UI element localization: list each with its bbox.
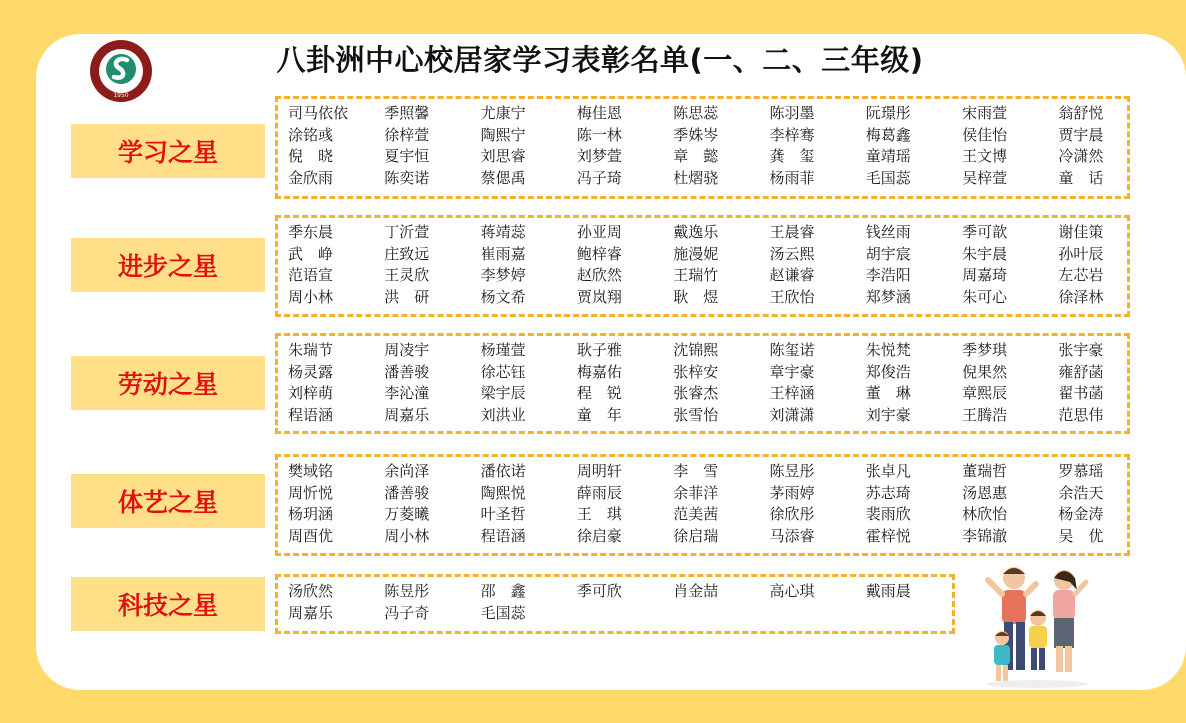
student-name: 朱可心 <box>962 287 1008 306</box>
student-name: 胡宇宸 <box>865 244 911 263</box>
student-name: 陈昱彤 <box>384 582 430 600</box>
student-name: 叶圣哲 <box>480 505 526 523</box>
student-name: 童 年 <box>576 405 622 424</box>
student-name: 丁沂萱 <box>384 223 430 241</box>
student-name: 梅嘉佑 <box>576 362 622 381</box>
student-name: 刘洪业 <box>480 405 526 424</box>
name-row <box>288 504 1117 526</box>
student-name: 周酉优 <box>288 526 334 545</box>
name-row <box>288 362 1117 384</box>
student-name: 章熙辰 <box>962 384 1008 402</box>
student-name: 王 琪 <box>576 505 622 523</box>
student-name: 范美茜 <box>673 505 719 523</box>
student-name: 郑梦涵 <box>865 287 911 306</box>
student-name: 季梦琪 <box>962 341 1008 359</box>
student-name: 周小林 <box>384 526 430 545</box>
student-name: 徐梓萱 <box>384 125 430 144</box>
student-name: 高心琪 <box>769 582 815 600</box>
page-title: 八卦洲中心校居家学习表彰名单(一、二、三年级) <box>276 43 924 77</box>
student-name: 万菱曦 <box>384 505 430 523</box>
student-name: 徐启豪 <box>576 526 622 545</box>
student-name: 林欣怡 <box>962 505 1008 523</box>
student-name: 肖金喆 <box>673 582 719 600</box>
student-name: 施漫妮 <box>673 244 719 263</box>
student-name: 夏宇恒 <box>384 147 430 165</box>
student-name: 王瑞竹 <box>673 266 719 284</box>
student-name: 童靖瑶 <box>865 147 911 165</box>
student-name: 戴雨晨 <box>865 582 911 600</box>
student-name: 潘善骏 <box>384 483 430 502</box>
student-name: 孙叶辰 <box>1058 244 1104 263</box>
name-row <box>288 222 1117 244</box>
names-box-progress <box>275 215 1130 317</box>
student-name: 陶熙悦 <box>480 483 526 502</box>
student-name: 童 话 <box>1058 168 1104 187</box>
student-name: 潘善骏 <box>384 362 430 381</box>
student-name: 章 懿 <box>673 147 719 165</box>
student-name: 刘梓萌 <box>288 384 334 402</box>
names-box-study <box>275 96 1130 199</box>
student-name: 翁舒悦 <box>1058 104 1104 122</box>
student-name: 朱瑞节 <box>288 341 334 359</box>
student-name: 李梓骞 <box>769 125 815 144</box>
student-name: 左芯岩 <box>1058 266 1104 284</box>
student-name: 冯子奇 <box>384 603 430 622</box>
name-row <box>288 581 942 603</box>
student-name: 侯佳怡 <box>962 125 1008 144</box>
name-row <box>288 405 1117 427</box>
student-name: 赵欣然 <box>576 266 622 284</box>
student-name: 陈思蕊 <box>673 104 719 122</box>
category-label-arts: 体艺之星 <box>71 474 265 528</box>
student-name: 裴雨欣 <box>865 505 911 523</box>
student-name: 李梦婷 <box>480 266 526 284</box>
student-name: 翟书菡 <box>1058 384 1104 402</box>
student-name: 薛雨辰 <box>576 483 622 502</box>
student-name: 谢佳策 <box>1058 223 1104 241</box>
student-name: 陈昱彤 <box>769 462 815 480</box>
student-name: 钱丝雨 <box>865 223 911 241</box>
student-name: 毛国蕊 <box>865 168 911 187</box>
student-name: 杨灵露 <box>288 362 334 381</box>
student-name: 苏志琦 <box>865 483 911 502</box>
student-name: 宋雨萱 <box>962 104 1008 122</box>
student-name: 董瑞哲 <box>962 462 1008 480</box>
student-name: 蒋靖蕊 <box>480 223 526 241</box>
student-name: 洪 研 <box>384 287 430 306</box>
student-name: 罗慕瑶 <box>1058 462 1104 480</box>
student-name: 程语涵 <box>288 405 334 424</box>
names-box-labor <box>275 333 1130 434</box>
name-row <box>288 244 1117 266</box>
student-name: 龚 玺 <box>769 147 815 165</box>
name-row <box>288 483 1117 505</box>
student-name: 阮璟彤 <box>865 104 911 122</box>
student-name: 王欣怡 <box>769 287 815 306</box>
name-row <box>288 287 1117 309</box>
student-name: 季可歆 <box>962 223 1008 241</box>
student-name: 季东晨 <box>288 223 334 241</box>
school-logo <box>90 40 152 102</box>
student-name: 樊域铭 <box>288 462 334 480</box>
student-name: 庄致远 <box>384 244 430 263</box>
student-name: 朱宇晨 <box>962 244 1008 263</box>
student-name: 范思伟 <box>1058 405 1104 424</box>
student-name: 季姝岑 <box>673 125 719 144</box>
student-name: 周明轩 <box>576 462 622 480</box>
student-name: 汤恩惠 <box>962 483 1008 502</box>
name-row <box>288 146 1117 168</box>
name-row <box>288 461 1117 483</box>
student-name: 贾宇晨 <box>1058 125 1104 144</box>
student-name: 马添睿 <box>769 526 815 545</box>
student-name: 吴梓萱 <box>962 168 1008 187</box>
category-label-tech: 科技之星 <box>71 577 265 631</box>
family-illustration <box>982 560 1092 690</box>
category-label-labor: 劳动之星 <box>71 356 265 410</box>
student-name: 雍舒菡 <box>1058 362 1104 381</box>
student-name: 刘梦萱 <box>576 147 622 165</box>
student-name: 蔡偲禹 <box>480 168 526 187</box>
student-name: 周忻悦 <box>288 483 334 502</box>
student-name: 徐泽林 <box>1058 287 1104 306</box>
student-name: 杨雨菲 <box>769 168 815 187</box>
names-box-arts <box>275 454 1130 556</box>
student-name: 汤云熙 <box>769 244 815 263</box>
student-name: 霍梓悦 <box>865 526 911 545</box>
student-name: 崔雨嘉 <box>480 244 526 263</box>
student-name: 余尚泽 <box>384 462 430 480</box>
student-name: 徐芯钰 <box>480 362 526 381</box>
student-name: 涂铭彧 <box>288 125 334 144</box>
student-name: 吴 优 <box>1058 526 1104 545</box>
student-name: 张睿杰 <box>673 384 719 402</box>
logo-caption: 1950 <box>113 92 129 99</box>
student-name: 毛国蕊 <box>480 603 526 622</box>
student-name: 李浩阳 <box>865 266 911 284</box>
student-name: 梅佳恩 <box>576 104 622 122</box>
student-name: 杨玥涵 <box>288 505 334 523</box>
name-row <box>288 603 942 625</box>
student-name: 周嘉琦 <box>962 266 1008 284</box>
student-name: 杨瑾萱 <box>480 341 526 359</box>
student-name: 杨文希 <box>480 287 526 306</box>
student-name: 郑俊浩 <box>865 362 911 381</box>
student-name: 刘思睿 <box>480 147 526 165</box>
student-name: 戴逸乐 <box>673 223 719 241</box>
student-name: 朱悦梵 <box>865 341 911 359</box>
student-name: 张梓安 <box>673 362 719 381</box>
name-row <box>288 526 1117 548</box>
student-name: 章宇豪 <box>769 362 815 381</box>
student-name: 徐欣彤 <box>769 505 815 523</box>
student-name: 司马依依 <box>288 104 349 122</box>
student-name: 李 雪 <box>673 462 719 480</box>
student-name: 董 琳 <box>865 384 911 402</box>
student-name: 刘宇豪 <box>865 405 911 424</box>
student-name: 冯子琦 <box>576 168 622 187</box>
student-name: 金欣雨 <box>288 168 334 187</box>
student-name: 刘潇潇 <box>769 405 815 424</box>
family-cartoon-icon <box>982 560 1092 690</box>
student-name: 王腾浩 <box>962 405 1008 424</box>
name-row <box>288 383 1117 405</box>
category-label-progress: 进步之星 <box>71 238 265 292</box>
student-name: 茅雨婷 <box>769 483 815 502</box>
student-name: 冷潇然 <box>1058 147 1104 165</box>
student-name: 邵 鑫 <box>480 582 526 600</box>
student-name: 余浩天 <box>1058 483 1104 502</box>
student-name: 陈玺诺 <box>769 341 815 359</box>
student-name: 程 锐 <box>576 384 622 402</box>
student-name: 余菲洋 <box>673 483 719 502</box>
student-name: 李沁潼 <box>384 384 430 402</box>
student-name: 孙亚周 <box>576 223 622 241</box>
student-name: 陈羽墨 <box>769 104 815 122</box>
student-name: 季照馨 <box>384 104 430 122</box>
school-emblem-icon <box>90 40 152 102</box>
student-name: 周嘉乐 <box>288 603 334 622</box>
category-label-study: 学习之星 <box>71 124 265 178</box>
name-row <box>288 168 1117 190</box>
student-name: 贾岚翔 <box>576 287 622 306</box>
student-name: 周小林 <box>288 287 334 306</box>
student-name: 梁宇辰 <box>480 384 526 402</box>
student-name: 尤康宁 <box>480 104 526 122</box>
student-name: 王晨睿 <box>769 223 815 241</box>
name-row <box>288 340 1117 362</box>
student-name: 程语涵 <box>480 526 526 545</box>
student-name: 鲍梓睿 <box>576 244 622 263</box>
student-name: 耿 煜 <box>673 287 719 306</box>
name-row <box>288 103 1117 125</box>
student-name: 汤欣然 <box>288 582 334 600</box>
student-name: 张宇豪 <box>1058 341 1104 359</box>
names-box-tech <box>275 574 955 634</box>
student-name: 潘依诺 <box>480 462 526 480</box>
student-name: 张卓凡 <box>865 462 911 480</box>
student-name: 王文博 <box>962 147 1008 165</box>
student-name: 王梓涵 <box>769 384 815 402</box>
student-name: 武 峥 <box>288 244 334 263</box>
student-name: 杜熠骁 <box>673 168 719 187</box>
student-name: 徐启瑞 <box>673 526 719 545</box>
student-name: 季可欣 <box>576 582 622 600</box>
student-name: 范语宣 <box>288 266 334 284</box>
student-name: 倪 晓 <box>288 147 334 165</box>
student-name: 陶熙宁 <box>480 125 526 144</box>
student-name: 李锦澈 <box>962 526 1008 545</box>
student-name: 周嘉乐 <box>384 405 430 424</box>
student-name: 梅葛鑫 <box>865 125 911 144</box>
student-name: 赵谦睿 <box>769 266 815 284</box>
student-name: 周凌宇 <box>384 341 430 359</box>
name-row <box>288 125 1117 147</box>
student-name: 陈奕诺 <box>384 168 430 187</box>
student-name: 沈锦熙 <box>673 341 719 359</box>
student-name: 张雪怡 <box>673 405 719 424</box>
student-name: 杨金涛 <box>1058 505 1104 523</box>
name-row <box>288 265 1117 287</box>
student-name: 王灵欣 <box>384 266 430 284</box>
student-name: 陈一林 <box>576 125 622 144</box>
student-name: 耿子雅 <box>576 341 622 359</box>
student-name: 倪果然 <box>962 362 1008 381</box>
